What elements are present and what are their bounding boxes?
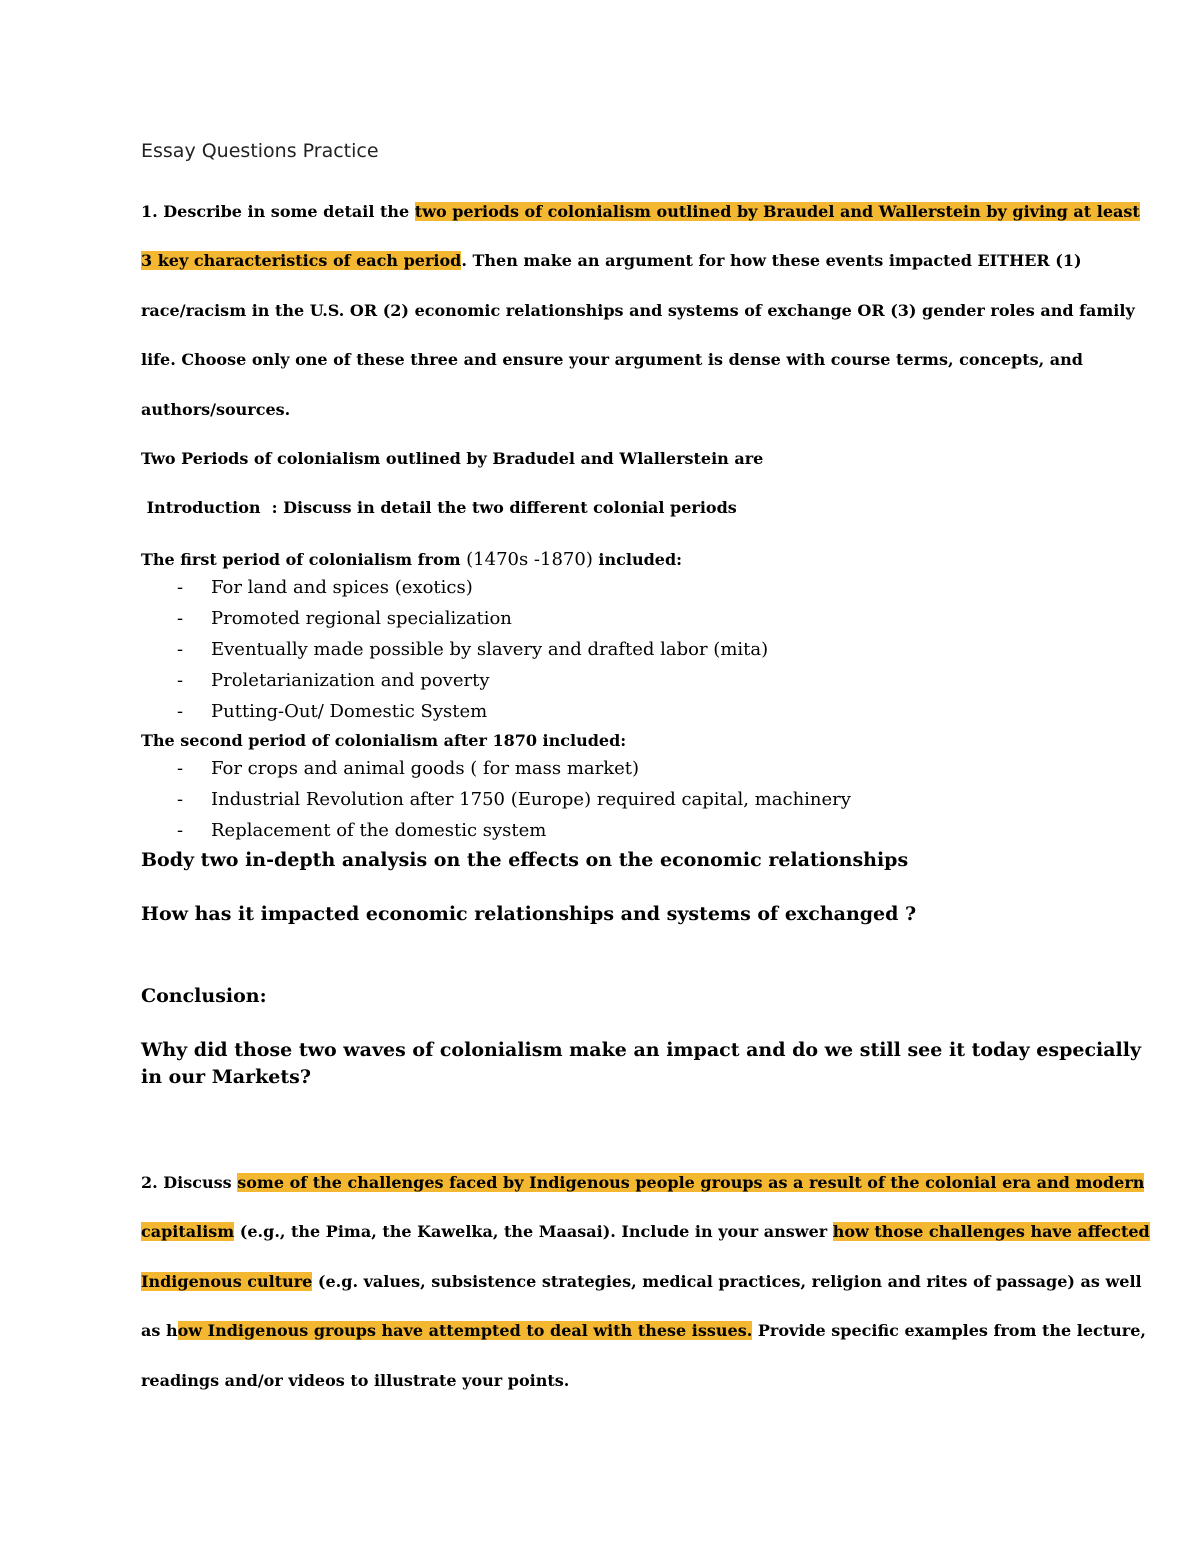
list-item — [141, 784, 851, 815]
periods-heading: Two Periods of colonialism outlined by Bradudel and Wlallerstein are — [141, 449, 764, 468]
dash-bullet: - — [177, 820, 184, 841]
list-item — [141, 665, 768, 696]
conclusion-label: Conclusion: — [141, 985, 267, 1007]
list-item-text: Industrial Revolution after 1750 (Europe) required capital, machinery — [211, 789, 851, 810]
first-period-heading-a: The first period of colonialism from — [141, 550, 467, 569]
question-1-highlight: two periods of colonialism outlined by Braudel and Wallerstein by giving at least 3 key characteristics of each period — [141, 202, 1140, 271]
list-item-text: For land and spices (exotics) — [211, 577, 473, 598]
list-item — [141, 603, 768, 634]
impact-question: How has it impacted economic relationships and systems of exchanged ? — [141, 903, 917, 925]
document-title: Essay Questions Practice — [141, 140, 379, 162]
list-item-text: Replacement of the domestic system — [211, 820, 547, 841]
question-2-rest: Provide specific examples from the lecture, readings and/or videos to illustrate your points. — [141, 1321, 1146, 1390]
list-item — [141, 696, 768, 727]
list-item-text: Promoted regional specialization — [211, 608, 512, 629]
question-1-intro: 1. Describe in some detail the — [141, 202, 415, 221]
first-period-heading-b: included: — [592, 550, 683, 569]
introduction-line: Introduction : Discuss in detail the two different colonial periods — [141, 498, 737, 517]
question-2 — [141, 1158, 1153, 1405]
list-item-text: Putting-Out/ Domestic System — [211, 701, 488, 722]
first-period-list — [141, 572, 768, 727]
first-period-heading — [141, 549, 682, 570]
list-item — [141, 634, 768, 665]
conclusion-question: Why did those two waves of colonialism make an impact and do we still see it today especially in our Markets? — [141, 1039, 1142, 1088]
question-2-mid-1: (e.g., the Pima, the Kawelka, the Maasai). Include in your answer — [234, 1222, 833, 1242]
dash-bullet: - — [177, 670, 184, 691]
list-item — [141, 815, 851, 846]
first-period-dates: (1470s -1870) — [466, 549, 593, 570]
list-item — [141, 572, 768, 603]
question-2-highlight-2: how those challenges have affected Indigenous culture — [141, 1222, 1150, 1291]
question-1 — [141, 187, 1153, 434]
body-two-heading: Body two in-depth analysis on the effects on the economic relationships — [141, 849, 909, 871]
question-2-mid-2: (e.g. values, subsistence strategies, medical practices, religion and rites of passage) as well as h — [141, 1271, 1142, 1341]
dash-bullet: - — [177, 758, 184, 779]
list-item-text: For crops and animal goods ( for mass market) — [211, 758, 640, 779]
dash-bullet: - — [177, 701, 184, 722]
list-item-text: Proletarianization and poverty — [211, 670, 490, 691]
list-item-text: Eventually made possible by slavery and drafted labor (mita) — [211, 639, 769, 660]
dash-bullet: - — [177, 608, 184, 629]
second-period-heading: The second period of colonialism after 1870 included: — [141, 731, 627, 750]
dash-bullet: - — [177, 639, 184, 660]
question-2-highlight-1: some of the challenges faced by Indigenous people groups as a result of the colonial era and modern capitalism — [141, 1173, 1145, 1242]
question-2-intro: 2. Discuss — [141, 1173, 238, 1192]
list-item — [141, 753, 851, 784]
question-1-rest: . Then make an argument for how these events impacted EITHER (1) race/racism in the U.S. OR (2) economic relationships and systems of exchange OR (3) gender roles and family life. Choose only one of these three and ensure your argument is dense with course terms, concepts, and authors/sources. — [141, 251, 1135, 419]
dash-bullet: - — [177, 577, 184, 598]
question-2-highlight-3: ow Indigenous groups have attempted to deal with these issues. — [177, 1321, 753, 1341]
dash-bullet: - — [177, 789, 184, 810]
second-period-list — [141, 753, 851, 846]
